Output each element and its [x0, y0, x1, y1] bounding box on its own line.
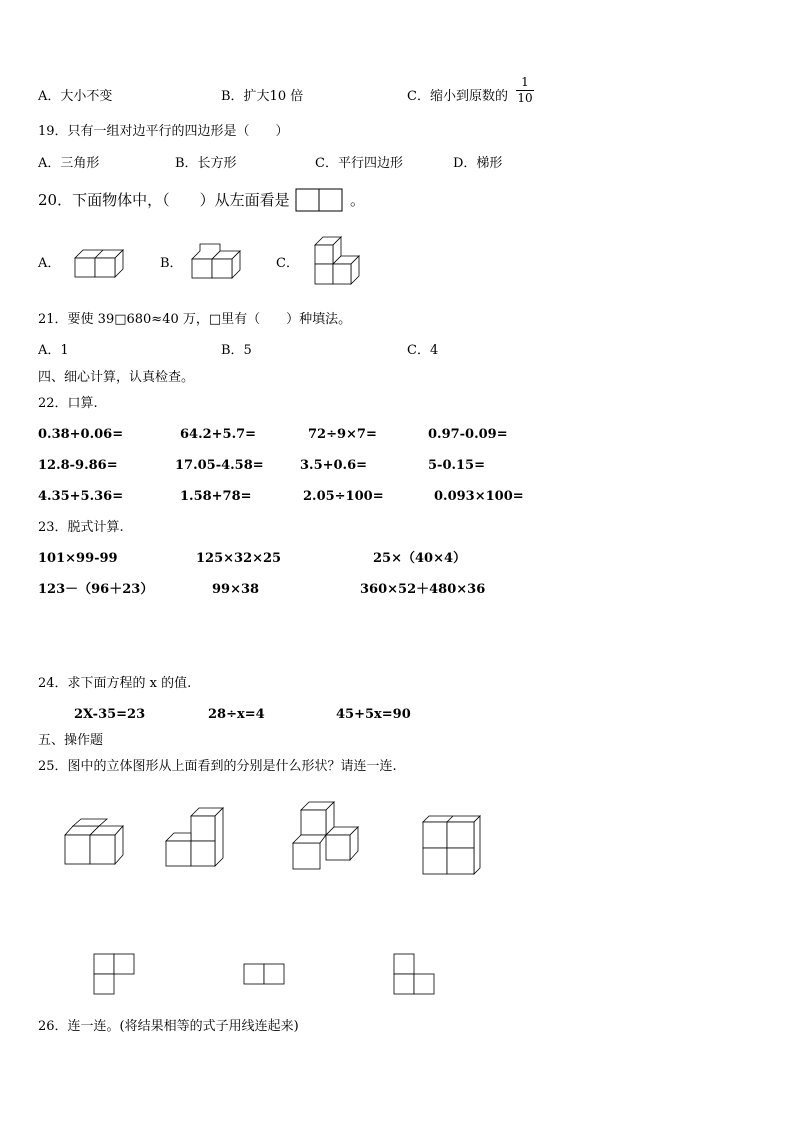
q22-item: 0.093×100= — [434, 489, 524, 504]
q24-equation: 2X-35=23 — [74, 707, 146, 722]
q22-item: 17.05-4.58= — [175, 458, 264, 473]
q18-option-b: B．扩大10 倍 — [221, 89, 304, 104]
q22-item: 12.8-9.86= — [38, 458, 118, 473]
q19-option-d: D．梯形 — [453, 156, 503, 171]
q18-option-c-fraction — [516, 76, 534, 105]
q20-option-c-figure — [310, 236, 362, 286]
q22-item: 72÷9×7= — [308, 427, 377, 442]
fraction-numerator: 1 — [521, 75, 529, 89]
q23-item: 125×32×25 — [196, 551, 282, 566]
q20-option-a-figure — [74, 248, 124, 278]
q23-item: 360×52＋480×36 — [360, 582, 486, 597]
section-5-title: 五、操作题 — [38, 733, 104, 748]
q25-title: 25．图中的立体图形从上面看到的分别是什么形状？请连一连. — [38, 759, 397, 774]
q21-option-c: C．4 — [407, 343, 439, 358]
q25-top-view-1 — [93, 953, 137, 997]
q23-item: 25×（40×4） — [373, 551, 467, 566]
q18-option-c: C．缩小到原数的 — [407, 89, 508, 104]
q20-question: 20．下面物体中，（ ）从左面看是 — [38, 191, 290, 209]
q26-title: 26．连一连。(将结果相等的式子用线连起来) — [38, 1019, 299, 1034]
q22-item: 2.05÷100= — [303, 489, 384, 504]
q24-title: 24．求下面方程的 x 的值. — [38, 676, 192, 691]
q25-solid-figure-4 — [420, 814, 482, 876]
q22-item: 0.97-0.09= — [428, 427, 508, 442]
q21-option-b: B．5 — [221, 343, 252, 358]
q18-option-a: A．大小不变 — [38, 89, 113, 104]
q25-solid-figure-1 — [64, 822, 126, 866]
q24-equation: 45+5x=90 — [336, 707, 411, 722]
fraction-denominator: 10 — [517, 91, 533, 105]
q21-option-a: A．1 — [38, 343, 69, 358]
q19-option-a: A．三角形 — [38, 156, 100, 171]
q20-option-a: A． — [38, 256, 61, 271]
q23-item: 101×99-99 — [38, 551, 118, 566]
q20-option-c: C． — [276, 256, 299, 271]
q22-item: 3.5+0.6= — [300, 458, 368, 473]
q23-title: 23．脱式计算. — [38, 520, 124, 535]
q23-item: 99×38 — [212, 582, 260, 597]
q22-item: 5-0.15= — [428, 458, 485, 473]
q20-option-b-figure — [191, 243, 241, 279]
q20-question-end: 。 — [350, 191, 366, 209]
q24-equation: 28÷x=4 — [208, 707, 265, 722]
q20-option-b: B． — [160, 256, 183, 271]
q25-top-view-3 — [393, 953, 437, 997]
q22-item: 64.2+5.7= — [180, 427, 257, 442]
q25-top-view-2 — [243, 963, 287, 987]
q21-question: 21．要使 39□680≈40 万，□里有（ ）种填法。 — [38, 312, 352, 327]
q22-item: 1.58+78= — [180, 489, 252, 504]
section-4-title: 四、细心计算，认真检查。 — [38, 370, 195, 385]
q19-option-c: C．平行四边形 — [315, 156, 403, 171]
q22-title: 22．口算. — [38, 396, 98, 411]
q19-question: 19．只有一组对边平行的四边形是（ ） — [38, 124, 289, 139]
q20-side-view-figure — [295, 188, 343, 212]
q25-solid-figure-3 — [292, 800, 360, 870]
q23-item: 123－（96＋23） — [38, 582, 154, 597]
q25-solid-figure-2 — [165, 806, 225, 868]
q22-item: 0.38+0.06= — [38, 427, 124, 442]
q19-option-b: B．长方形 — [175, 156, 237, 171]
q22-item: 4.35+5.36= — [38, 489, 124, 504]
